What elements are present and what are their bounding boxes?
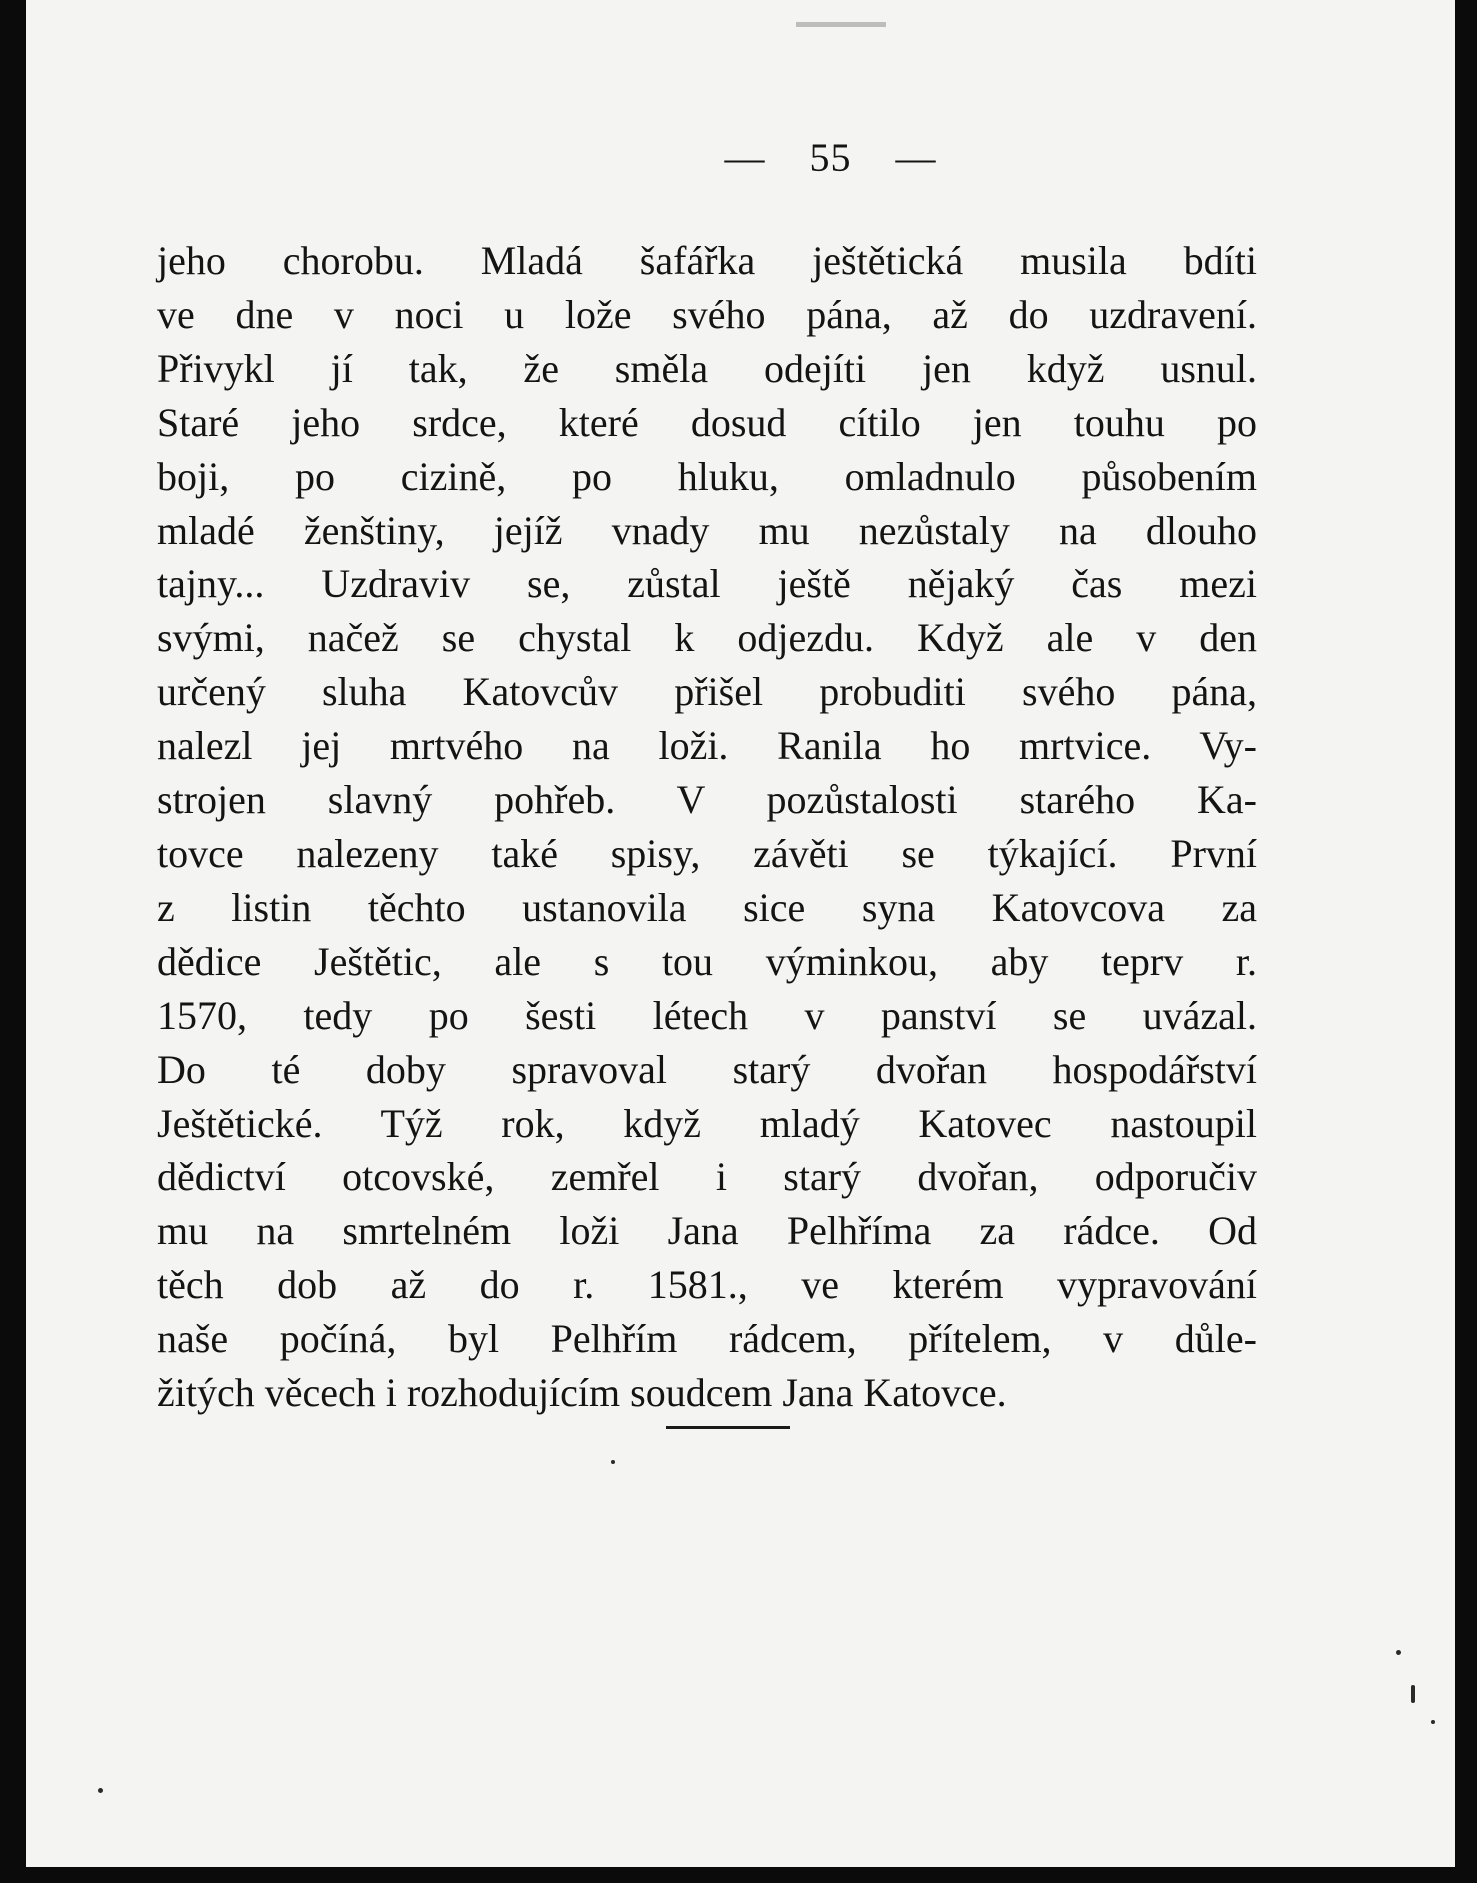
header-dash-left: — [724, 135, 766, 180]
text-line: Přivykl jí tak, že směla odejíti jen když usnul. [157, 345, 1257, 391]
text-line: mu na smrtelném loži Jana Pelhříma za rádce. Od [157, 1208, 1257, 1254]
text-line: těch dob až do r. 1581., ve kterém vypravování [157, 1262, 1257, 1308]
text-line: dědictví otcovské, zemřel i starý dvořan, odporučiv [157, 1154, 1257, 1200]
text-line: svými, načež se chystal k odjezdu. Když ale v den [157, 615, 1257, 661]
text-line: jeho chorobu. Mladá šafářka ještětická musila bdíti [157, 238, 1257, 283]
text-line: tajny... Uzdraviv se, zůstal ještě nějaký čas mezi [157, 561, 1257, 607]
text-line: dědice Ještětic, ale s tou výminkou, aby teprv r. [157, 938, 1257, 984]
text-line: nalezl jej mrtvého na loži. Ranila ho mrtvice. Vy- [157, 723, 1257, 769]
text-line: určený sluha Katovcův přišel probuditi svého pána, [157, 669, 1257, 715]
body-paragraph [157, 234, 1257, 1420]
scan-speck [98, 1788, 103, 1793]
text-line: mladé ženštiny, jejíž vnady mu nezůstaly na dlouho [157, 507, 1257, 553]
page-number: 55 [809, 135, 852, 180]
scan-border-right [1455, 0, 1477, 1883]
scan-border-bottom [0, 1867, 1477, 1883]
paper-sheet [26, 0, 1455, 1867]
text-line: tovce nalezeny také spisy, závěti se týkající. První [157, 830, 1257, 876]
text-line: Do té doby spravoval starý dvořan hospodářství [157, 1046, 1257, 1092]
scan-artifact [796, 22, 886, 27]
text-line: naše počíná, byl Pelhřím rádcem, přítelem, v důle- [157, 1316, 1257, 1362]
text-line: Staré jeho srdce, které dosud cítilo jen touhu po [157, 399, 1257, 445]
scan-speck [1411, 1685, 1415, 1703]
page-header [116, 134, 1477, 181]
header-dash-right: — [895, 135, 937, 180]
text-line: ve dne v noci u lože svého pána, až do uzdravení. [157, 291, 1257, 337]
scan-speck [611, 1460, 615, 1464]
scan-speck [1396, 1650, 1401, 1655]
text-line: 1570, tedy po šesti létech v panství se uvázal. [157, 992, 1257, 1038]
text-line: Ještětické. Týž rok, když mladý Katovec nastoupil [157, 1100, 1257, 1146]
section-end-rule [666, 1426, 790, 1429]
text-line: z listin těchto ustanovila sice syna Katovcova za [157, 884, 1257, 930]
text-line: boji, po cizině, po hluku, omladnulo působením [157, 453, 1257, 499]
scan-speck [1431, 1720, 1435, 1724]
text-line: strojen slavný pohřeb. V pozůstalosti starého Ka- [157, 777, 1257, 823]
text-line: žitých věcech i rozhodujícím soudcem Jana Katovce. [157, 1370, 1007, 1416]
scan-border-left [0, 0, 26, 1883]
